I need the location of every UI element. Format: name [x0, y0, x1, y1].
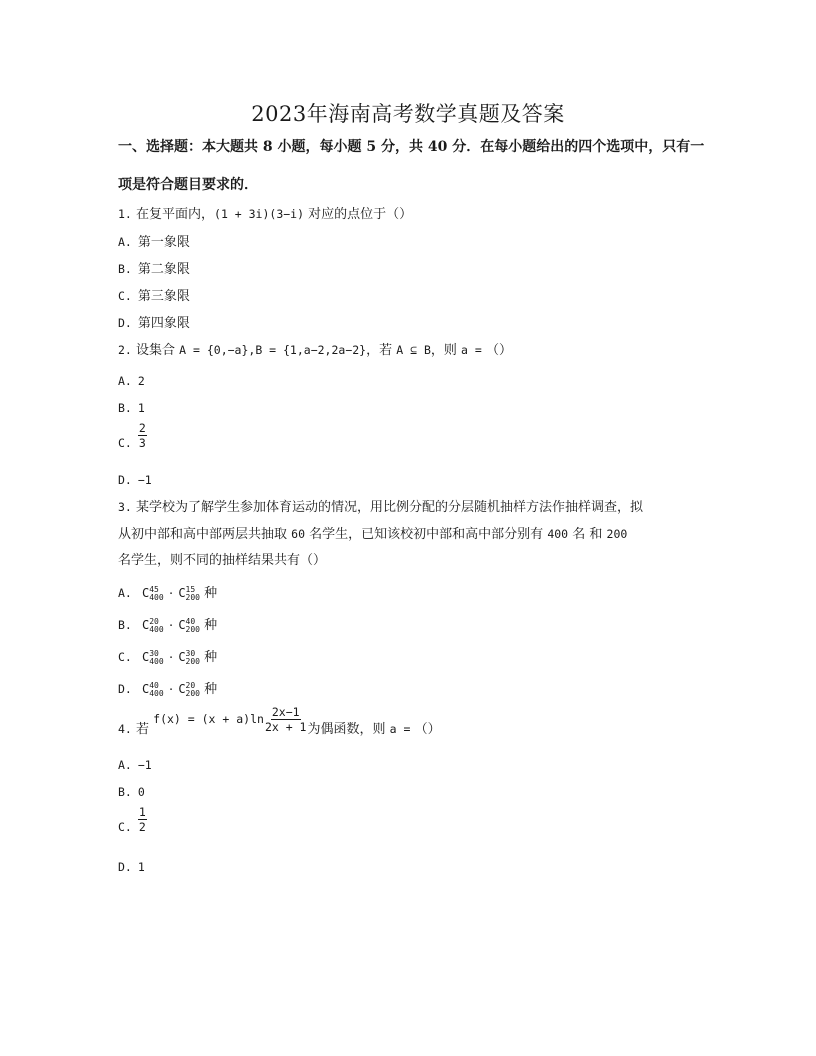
option-text: −1	[137, 758, 152, 772]
option-label: D.	[118, 860, 132, 874]
option-label: C.	[118, 436, 132, 450]
question-1	[118, 205, 412, 224]
combination-1: C 20 400	[142, 616, 164, 634]
option-label: B.	[118, 785, 132, 799]
question-text: ，若	[366, 343, 393, 358]
option-b	[118, 399, 145, 418]
option-c: C. C 30 400 · C 30 200 种	[118, 648, 218, 666]
math-expression: a =	[461, 343, 482, 357]
question-text: 为偶函数，则	[307, 722, 386, 737]
option-label: A.	[118, 235, 132, 249]
combination-1: C 40 400	[142, 680, 164, 698]
math-expression: a =	[389, 722, 411, 736]
option-label: C.	[118, 820, 132, 834]
option-text: 0	[137, 785, 145, 799]
question-3	[118, 494, 696, 574]
option-label: B.	[118, 401, 132, 415]
question-text: 对应的点位于（）	[308, 207, 413, 222]
combination-2: C 40 200	[178, 616, 200, 634]
fraction: $\frac{1}{2}$	[138, 805, 146, 834]
document-title: 2023年海南高考数学真题及答案	[251, 102, 565, 126]
question-number: 3.	[118, 500, 132, 514]
option-c	[118, 287, 190, 306]
question-text: （）	[485, 343, 512, 358]
option-label: D.	[118, 682, 132, 696]
option-label: D.	[118, 473, 132, 487]
option-d	[118, 858, 145, 877]
option-a-real	[118, 372, 145, 391]
unit-text: 种	[204, 682, 218, 697]
option-text: 2	[137, 374, 145, 388]
unit-text: 种	[204, 586, 218, 601]
question-4	[118, 706, 441, 737]
option-label: A.	[118, 586, 132, 600]
unit-text: 种	[204, 650, 218, 665]
section-heading: 一、选择题：本大题共 8 小题，每小题 5 分，共 40 分．在每小题给出的四个选项中，只有一项是符合题目要求的．	[118, 139, 705, 193]
option-text: 1	[137, 860, 145, 874]
math-expression: A ⊆ B	[396, 343, 431, 357]
math-expression: A = {0,−a},B = {1,a−2,2a−2}	[179, 343, 367, 357]
option-c	[118, 420, 147, 451]
combination-1: C 30 400	[142, 648, 164, 666]
option-text: −1	[137, 473, 152, 487]
question-text: （）	[414, 722, 441, 737]
combination-2: C 20 200	[178, 680, 200, 698]
question-text: ，则	[430, 343, 457, 358]
question-text: 若	[136, 722, 150, 737]
math-expression: f(x) = (x + a)ln	[153, 712, 264, 726]
question-3-line-3: 名学生，则不同的抽样结果共有（）	[118, 553, 327, 568]
option-text: 1	[137, 401, 145, 415]
question-text: 在复平面内，	[136, 207, 215, 222]
option-a	[118, 233, 190, 252]
question-3-line-1: 3. 某学校为了解学生参加体育运动的情况，用比例分配的分层随机抽样方法作抽样调查，拟	[118, 500, 644, 515]
option-d	[118, 471, 152, 490]
option-label: C.	[118, 289, 132, 303]
combination-1: C 45 400	[142, 584, 164, 602]
combination-2: C 15 200	[178, 584, 200, 602]
option-c	[118, 804, 147, 835]
question-2	[118, 341, 512, 360]
math-expression: (1 + 3i)(3−i)	[214, 207, 305, 221]
option-b: B. C 20 400 · C 40 200 种	[118, 616, 218, 634]
option-text: 第四象限	[137, 316, 190, 331]
question-text: 设集合	[136, 343, 176, 358]
option-text: 第三象限	[137, 289, 190, 304]
option-d	[118, 314, 190, 333]
option-d: D. C 40 400 · C 20 200 种	[118, 680, 218, 698]
option-label: B.	[118, 262, 132, 276]
option-label: B.	[118, 618, 132, 632]
option-label: C.	[118, 650, 132, 664]
fraction: $\frac{2x-1}{2x + 1}$	[264, 705, 307, 734]
option-a	[118, 756, 152, 775]
option-text: 第一象限	[137, 235, 190, 250]
option-label: A.	[118, 374, 132, 388]
question-number: 2.	[118, 343, 132, 357]
unit-text: 种	[204, 618, 218, 633]
question-number: 4.	[118, 722, 132, 736]
option-text: 第二象限	[137, 262, 190, 277]
option-b	[118, 260, 190, 279]
question-number: 1.	[118, 207, 132, 221]
question-3-line-2: 从初中部和高中部两层共抽取 60 名学生，已知该校初中部和高中部分别有 400 名 和 200	[118, 527, 628, 542]
option-a: A. C 45 400 · C 15 200 种	[118, 584, 218, 602]
combination-2: C 30 200	[178, 648, 200, 666]
fraction: $\frac{2}{3}$	[138, 421, 146, 450]
option-label: A.	[118, 758, 132, 772]
option-label: D.	[118, 316, 132, 330]
option-b	[118, 783, 145, 802]
